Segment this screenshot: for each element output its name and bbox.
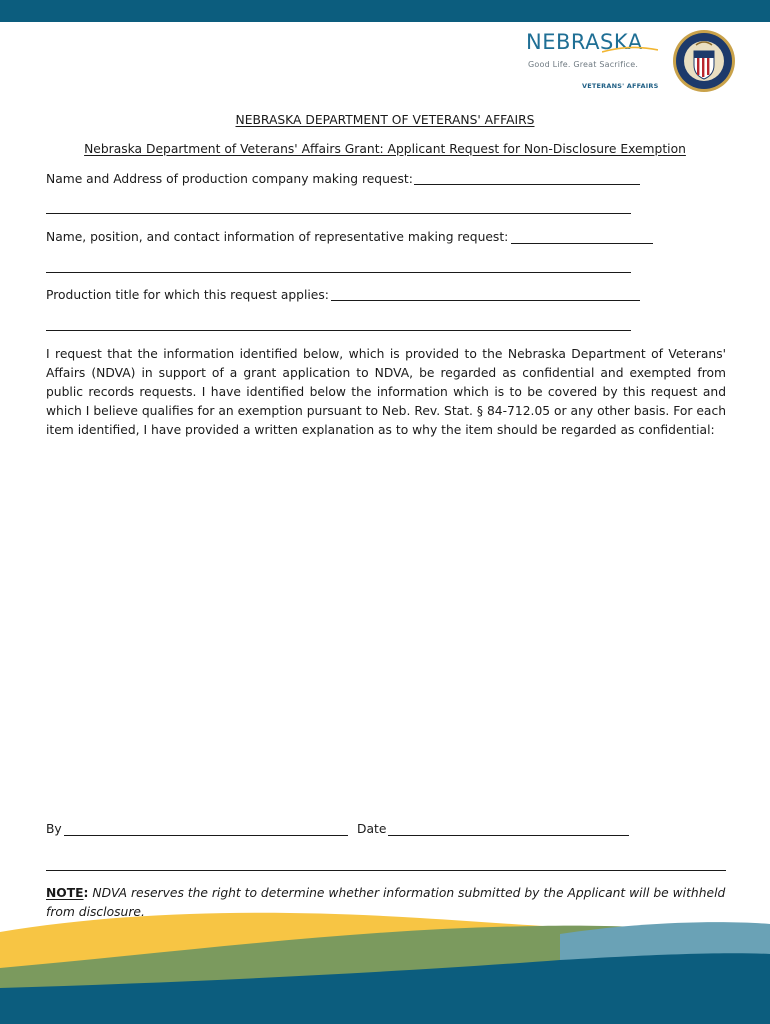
production-field-line[interactable] <box>331 300 640 301</box>
company-field-line-2[interactable] <box>46 213 631 214</box>
signature-line[interactable] <box>64 835 348 836</box>
representative-field-label: Name, position, and contact information of representative making request: <box>46 230 509 244</box>
note-text: NDVA reserves the right to determine whether information submitted by the Applicant will be withheld from disclosure. <box>46 886 726 919</box>
representative-field-line[interactable] <box>511 243 653 244</box>
logo-swoosh-icon <box>602 46 658 54</box>
production-field-line-2[interactable] <box>46 330 631 331</box>
footer-waves <box>0 908 770 1024</box>
section-divider <box>46 870 726 871</box>
request-paragraph: I request that the information identified below, which is provided to the Nebraska Department of Veterans' Affairs (NDVA) in support of a grant application to NDVA, be regarded as confidential and exempted from public records requests. I have identified below the information which is to be covered by this request and which I believe qualifies for an exemption pursuant to Neb. Rev. Stat. § 84-712.05 or any other basis. For each item identified, I have provided a written explanation as to why the item should be regarded as confidential: <box>46 347 726 437</box>
date-line[interactable] <box>388 835 629 836</box>
date-label: Date <box>357 822 387 836</box>
nebraska-logo <box>526 30 666 94</box>
note-colon: : <box>83 886 89 900</box>
representative-field-line-2[interactable] <box>46 272 631 273</box>
company-field-label: Name and Address of production company making request: <box>46 172 413 186</box>
company-field-line[interactable] <box>414 184 640 185</box>
logo-tagline: Good Life. Great Sacrifice. <box>528 60 639 69</box>
form-title: Nebraska Department of Veterans' Affairs Grant: Applicant Request for Non-Disclosure Exemption <box>84 142 686 156</box>
production-field-label: Production title for which this request applies: <box>46 288 329 302</box>
logo-department: VETERANS' AFFAIRS <box>582 82 659 90</box>
by-label: By <box>46 822 62 836</box>
header-bar <box>0 0 770 22</box>
department-seal-icon <box>672 29 736 93</box>
logo-wordmark: NEBRASKA <box>526 30 643 54</box>
note-label: NOTE <box>46 886 84 900</box>
agency-title: NEBRASKA DEPARTMENT OF VETERANS' AFFAIRS <box>235 113 535 127</box>
